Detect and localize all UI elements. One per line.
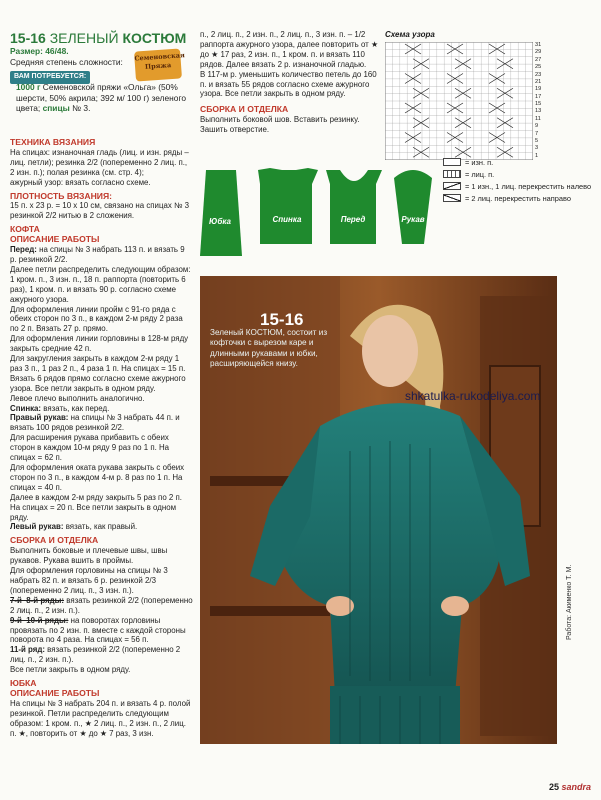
row-number: 27 (535, 56, 542, 63)
materials (16, 82, 191, 114)
page-number: 25 sandra (548, 782, 591, 792)
front-text: на спицы № 3 набрать 113 п. и вязать 9 р. резинкой 2/2. (10, 245, 185, 264)
skirt-assembly-title: СБОРКА И ОТДЕЛКА (200, 104, 289, 115)
jacket-title: КОФТА (10, 224, 40, 235)
pattern-meta (10, 46, 135, 84)
sleeve-diagram (394, 170, 432, 244)
skirt-label: Юбка (209, 217, 231, 226)
skirt-continued-text: п., 2 лиц. п., 2 изн. п., 2 лиц. п., 3 изн. п. – 1/2 раппорта ажурного узора, далее повторить от ★ до ★ 17 раз, 2 изн. п., 1 кром. п. и вязать 110 рядов. Далее вязать 2 р. изнаночной гладью. (200, 30, 379, 69)
technique-title: ТЕХНИКА ВЯЗАНИЯ (10, 137, 96, 147)
back-diagram (258, 168, 318, 244)
left-sleeve-label: Левый рукав: (10, 522, 64, 532)
stitch-chart (385, 30, 590, 160)
row-number: 31 (535, 42, 542, 48)
density-title: ПЛОТНОСТЬ ВЯЗАНИЯ: (10, 190, 113, 201)
technique-text-2: ажурный узор: вязать согласно схеме. (10, 177, 151, 187)
row-number: 23 (535, 71, 542, 78)
jacket-assembly-title: СБОРКА И ОТДЕЛКА (10, 535, 99, 546)
title-word-green: ЗЕЛЕНЫЙ (49, 30, 119, 46)
rows-9-10-text: на поворотах горловины провязать по 2 изн. п. вместе с каждой стороны поворота по 4 раза. На спицах = 56 п. (10, 615, 186, 645)
row-number: 9 (535, 123, 539, 130)
title-word-suit: КОСТЮМ (122, 30, 187, 46)
legend-cross-left: = 1 изн., 1 лиц. перекрестить налево (443, 182, 593, 191)
row-11-text: вязать резинкой 2/2 (попеременно 2 лиц. п., 2 изн. п.). (10, 645, 181, 665)
empty-cell-icon (443, 158, 461, 166)
chart-title: Схема узора (385, 30, 435, 39)
photo-caption (210, 310, 350, 370)
row-number: 7 (535, 130, 539, 137)
sleeve-para-3: Далее в каждом 2-м ряду закрыть 5 раз по 2 п. На спицах = 20 п. Все петли закрыть в одном ряду. (10, 492, 182, 522)
front-para-2: Для оформления линии пройм с 91-го ряда с обеих сторон по 3 п., в каждом 2-м ряду 2 раза по 2 п. Вязать 27 р. прямо. (10, 304, 183, 334)
back-label: Спинка (272, 215, 302, 224)
rows-7-8-label: 7-й–8-й ряды: (10, 595, 65, 605)
row-number: 11 (535, 115, 541, 122)
instructions-column-1 (10, 134, 193, 738)
front-para-1: Далее петли распределить следующим образом: 1 кром. п., 3 изн. п., 18 п. раппорта (повторить 6 раз), 1 кром. п. и вязать 90 р. согласно схеме ажурного узора. (10, 264, 191, 304)
skirt-assembly-text: Выполнить боковой шов. Вставить резинку. Зашить отверстие. (200, 115, 360, 135)
right-sleeve-text: на спицы № 3 набрать 44 п. и вязать 100 рядов резинкой 2/2. (10, 413, 180, 433)
needles-value: № 3. (72, 103, 91, 113)
row-number: 21 (535, 78, 542, 85)
author-credit: Работа: Акименко Т. М. (566, 564, 573, 640)
back-label: Спинка: (10, 403, 42, 413)
yarn-text: Семеновской пряжи «Ольга» (50% шерсти, 50% акрила; 392 м/ 100 г) зеленого цвета; (16, 82, 186, 113)
assembly-para-2: Для оформления горловины на спицы № 3 набрать 82 п. и вязать 6 р. резинкой 2/3 (попеременно 2 лиц. п., 3 изн. п.). (10, 566, 168, 595)
technique-text: На спицах: изнаночная гладь (лиц. и изн. ряды – лиц. петли); резинка 2/2 (попеременно 2 лиц. п., 2 изн. п.); полая резинка (см. стр. 4); (10, 147, 189, 177)
legend-purl: = лиц. п. (443, 170, 593, 179)
caption-text: Зеленый КОСТЮМ, состоит из кофточки с вырезом каре и длинными рукавами и юбки, расширяющейся книзу. (210, 327, 328, 368)
sleeve-para-2: Для оформления оката рукава закрыть с обеих сторон по 3 п., в каждом 4-м р. 8 раз по 1 п. На спицах = 40 п. (10, 463, 185, 492)
assembly-para-6: Все петли закрыть в одном ряду. (10, 665, 131, 675)
row-number: 19 (535, 86, 542, 93)
front-para-3: Для оформления линии горловины в 128-м ряду закрыть средние 42 п. (10, 334, 189, 354)
front-label: Перед (340, 215, 366, 224)
caption-code: 15-16 (260, 310, 304, 329)
row-number: 15 (535, 101, 542, 107)
legend-knit: = изн. п. (443, 158, 593, 167)
skirt-work-title: ОПИСАНИЕ РАБОТЫ (10, 687, 100, 698)
row-11-label: 11-й ряд: (10, 645, 45, 655)
left-sleeve-text: вязать, как правый. (65, 522, 138, 532)
chart-legend (443, 158, 593, 206)
skirt-text: На спицы № 3 набрать 204 п. и вязать 4 р. полой резинкой. Петли распределить следующим образом: 1 кром. п., ★ 2 лиц. п., 2 изн. п., 2 лиц. п. ★, повторить от ★ до ★ 7 раз, 3 изн. (10, 698, 191, 738)
sleeve-para-1: Для расширения рукава прибавить с обеих сторон в каждом 10-м ряду 9 раз по 1 п. На спицах = 62 п. (10, 433, 170, 463)
cross-right-icon (443, 194, 461, 202)
front-label: Перед: (10, 245, 37, 255)
needles-label: спицы (42, 103, 70, 113)
front-diagram (326, 170, 382, 244)
right-sleeve-label: Правый рукав: (10, 413, 69, 423)
pattern-title (10, 30, 186, 46)
row-number: 5 (535, 137, 539, 144)
rows-7-8-text: вязать резинкой 2/2 (попеременно 2 лиц. п., 2 изн. п.). (10, 595, 193, 615)
front-para-4: Для закругления закрыть в каждом 2-м ряду 1 раз 3 п., 1 раз 2 п., 4 раза 1 п. На спицах = 15 п. Вязать 6 рядов прямо согласно схеме ажурного узора. Все петли закрыть в одном ряду. (10, 354, 186, 393)
chart-grid (385, 42, 533, 160)
row-number: 1 (535, 152, 539, 159)
yarn-brand-logo: Семеновская Пряжа (134, 48, 182, 81)
row-number: 17 (535, 93, 542, 100)
pattern-code: 15-16 (10, 30, 46, 46)
front-para-5: Левое плечо выполнить аналогично. (10, 393, 145, 403)
skirt-diagram (200, 170, 242, 256)
row-number: 3 (535, 145, 539, 152)
assembly-para-1: Выполнить боковые и плечевые швы, швы рукавов. Рукава вшить в проймы. (10, 546, 168, 566)
cross-left-icon (443, 182, 461, 190)
row-number: 13 (535, 108, 542, 115)
row-numbers (535, 42, 541, 160)
watermark: shkatulka-rukodeliya.com (405, 389, 541, 403)
sleeve-label: Рукав (401, 215, 425, 224)
skirt-title: ЮБКА (10, 678, 37, 689)
back-text: вязать, как перед. (43, 403, 110, 413)
dash-cell-icon (443, 170, 461, 178)
jacket-work-title: ОПИСАНИЕ РАБОТЫ (10, 234, 100, 245)
instructions-column-2 (200, 30, 380, 135)
legend-cross-right: = 2 лиц. перекрестить направо (443, 194, 593, 203)
row-number: 29 (535, 49, 542, 56)
garment-schematics (200, 160, 440, 270)
yarn-amount: 1000 г (16, 82, 41, 92)
row-number: 25 (535, 64, 542, 71)
you-need-badge: ВАМ ПОТРЕБУЕТСЯ: (10, 71, 90, 84)
rows-9-10-label: 9-й–10-й ряды: (10, 615, 69, 625)
skirt-continued-text-2: В 117-м р. уменьшить количество петель до 160 п. и вязать 55 рядов согласно схеме ажурного узора. Все петли закрыть в одном ряду. (200, 69, 377, 99)
density-text: 15 п. х 23 р. = 10 х 10 см, связано на спицах № 3 резинкой 2/2 нитью в 2 сложения. (10, 201, 190, 221)
difficulty-line: Средняя степень сложности: (10, 56, 123, 67)
size-line: Размер: 46/48. (10, 46, 69, 56)
